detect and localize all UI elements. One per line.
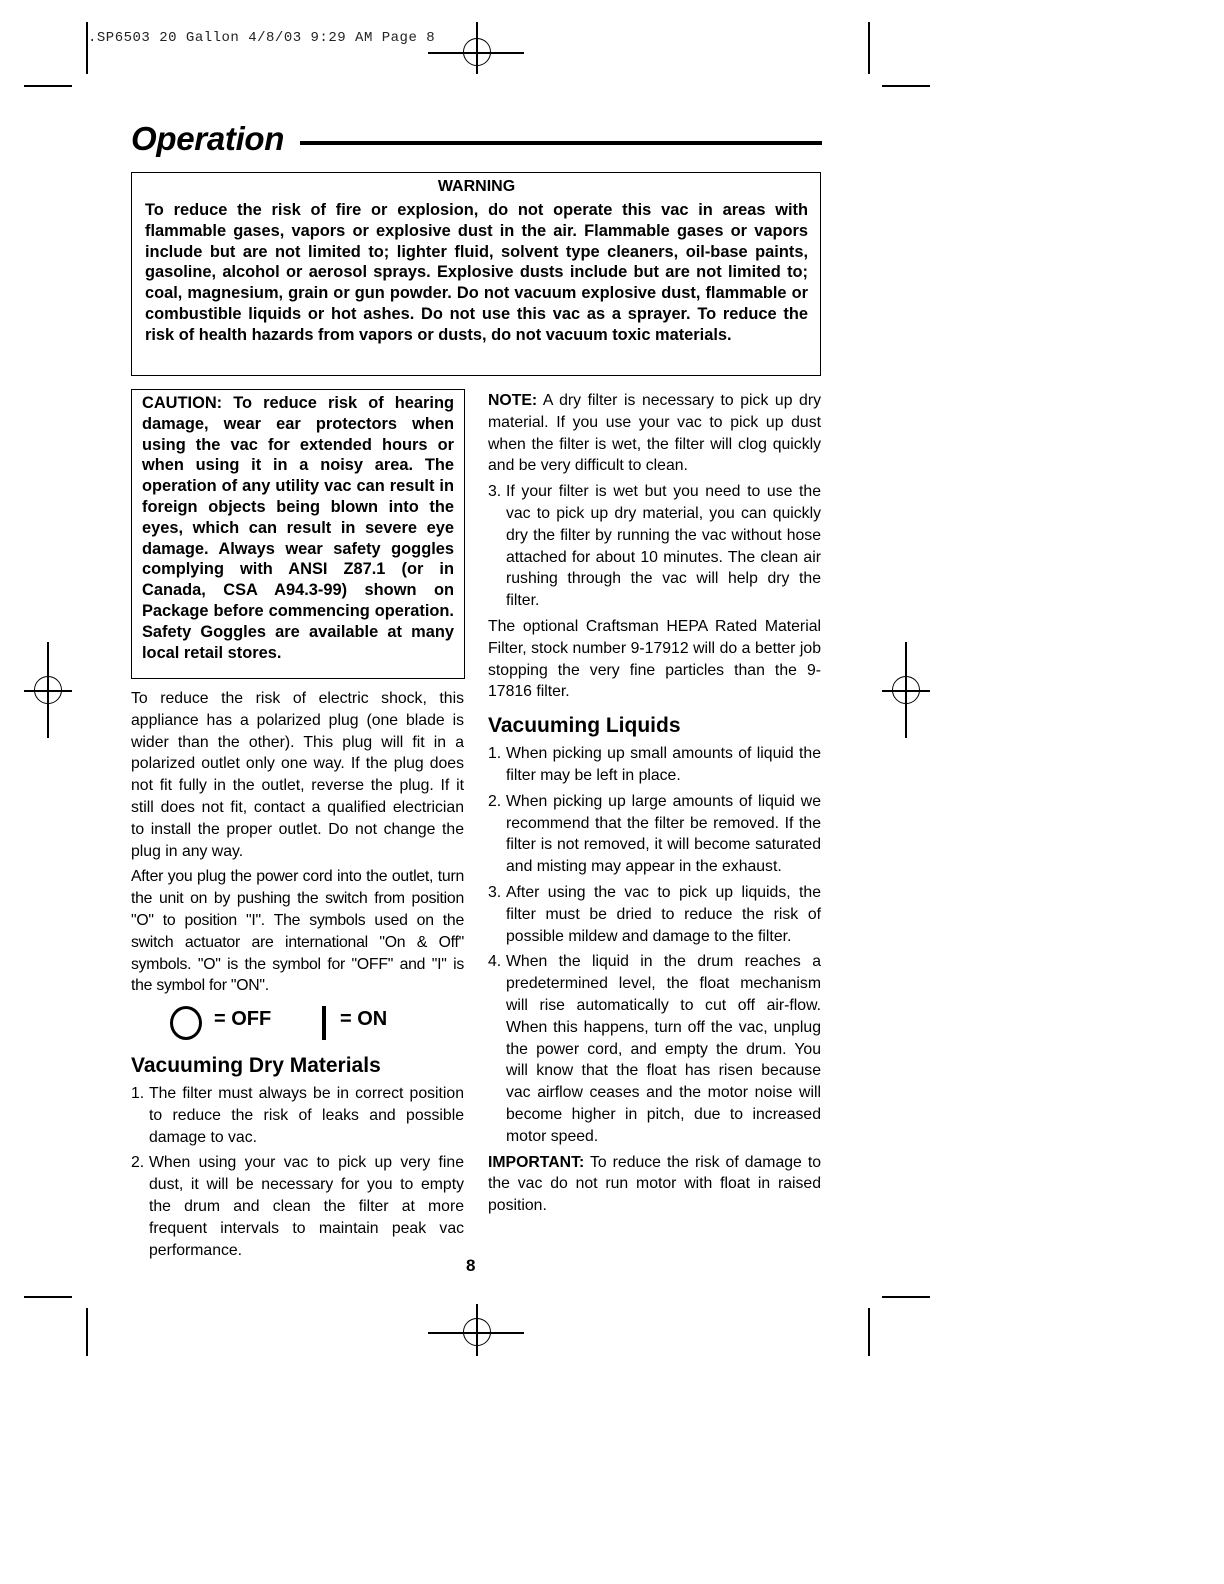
- switch-symbols: [170, 1004, 430, 1044]
- crop-mark-top-left-horizontal: [24, 85, 72, 87]
- crop-mark-top-right-vertical: [868, 22, 870, 74]
- right-column: [488, 390, 821, 1221]
- on-symbol-label: = ON: [340, 1008, 388, 1030]
- dry-materials-list: [131, 1083, 464, 1261]
- crop-mark-bottom-left-vertical: [86, 1308, 88, 1356]
- important-label: IMPORTANT:: [488, 1153, 585, 1171]
- caution-text: CAUTION: To reduce risk of hearing damage, wear ear protectors when using the vac for extended hours or when using it in a noisy area. The operation of any utility vac can result in foreign objects being blown into the eyes, which can result in severe eye damage. Always wear safety goggles complying with ANSI Z87.1 (or in Canada, CSA A94.3-99) shown on Package before commencing operation. Safety Goggles are available at many local retail stores.: [142, 394, 454, 662]
- title-rule: [300, 141, 822, 145]
- page-title: Operation: [131, 120, 285, 157]
- crop-mark-bottom-right-horizontal: [882, 1296, 930, 1298]
- important-paragraph: IMPORTANT: To reduce the risk of damage to the vac do not run motor with float in raised position.: [488, 1153, 821, 1215]
- hepa-paragraph: The optional Craftsman HEPA Rated Material Filter, stock number 9-17912 will do a better job stopping the very fine particles than the 9-17816 filter.: [488, 617, 821, 701]
- caution-box: [131, 389, 465, 679]
- dry-materials-heading: Vacuuming Dry Materials: [131, 1054, 381, 1077]
- list-item: 3. If your filter is wet but you need to use the vac to pick up dry material, you can quickly dry the filter by running the vac without hose attached for about 10 minutes. The clean air rushing through the vac will help dry the filter.: [488, 483, 821, 610]
- list-item: 3. After using the vac to pick up liquids, the filter must be dried to reduce the risk of possible mildew and damage to the filter.: [488, 883, 821, 945]
- list-item: 4. When the liquid in the drum reaches a predetermined level, the float mechanism will rise automatically to cut off air-flow. When this happens, turn off the vac, unplug the power cord, and empty the drum. You will know that the float has risen because vac airflow ceases and the motor noise will become higher in pitch, due to increased motor speed.: [488, 953, 821, 1145]
- note-paragraph: NOTE: A dry filter is necessary to pick up dry material. If you use your vac to pick up dust when the filter is wet, the filter will clog quickly and be very difficult to clean.: [488, 392, 821, 475]
- note-label: NOTE:: [488, 392, 538, 409]
- list-item: 1. When picking up small amounts of liquid the filter may be left in place.: [488, 745, 821, 784]
- page-number: 8: [466, 1256, 476, 1275]
- left-column: [131, 688, 464, 1001]
- dry-materials-section: [131, 1053, 464, 1265]
- warning-text: To reduce the risk of fire or explosion, do not operate this vac in areas with flammable gases, vapors or explosive dust in the air. Flammable gases or vapors include but are not limited to; lighter fluid, solvent type cleaners, oil-base paints, gasoline, alcohol or aerosol sprays. Explosive dusts include but are not limited to; coal, magnesium, grain or gun powder. Do not vacuum explosive dust, flammable or combustible liquids or hot ashes. Do not use this vac as a sprayer. To reduce the risk of health hazards from vapors or dusts, do not vacuum toxic materials.: [145, 201, 808, 344]
- vacuuming-liquids-heading: Vacuuming Liquids: [488, 714, 681, 738]
- off-symbol-label: = OFF: [214, 1008, 272, 1030]
- warning-heading: WARNING: [437, 178, 516, 195]
- crop-mark-bottom-left-horizontal: [24, 1296, 72, 1298]
- liquids-list: [488, 743, 821, 1147]
- list-item: 1. The filter must always be in correct position to reduce the risk of leaks and possible damage to vac.: [131, 1085, 464, 1146]
- crop-mark-top-right-horizontal: [882, 85, 930, 87]
- crop-mark-bottom-right-vertical: [868, 1308, 870, 1356]
- switch-paragraph: After you plug the power cord into the outlet, turn the unit on by pushing the switch from position "O" to position "I". The symbols used on the switch actuator are international "On & Off" symbols. "O" is the symbol for "OFF" and "I" is the symbol for "ON".: [131, 868, 464, 995]
- on-symbol-icon: [322, 1006, 326, 1040]
- off-symbol-icon: [170, 1006, 202, 1040]
- list-item: 2. When picking up large amounts of liquid we recommend that the filter be removed. If the filter is not removed, it will become saturated and misting may appear in the exhaust.: [488, 792, 821, 876]
- list-item: 2. When using your vac to pick up very fine dust, it will be necessary for you to empty the drum and clean the filter at more frequent intervals to maintain peak vac performance.: [131, 1154, 464, 1259]
- print-slug: .SP6503 20 Gallon 4/8/03 9:29 AM Page 8: [88, 30, 436, 46]
- shock-paragraph: To reduce the risk of electric shock, this appliance has a polarized plug (one blade is wider than the other). This plug will fit in a polarized outlet only one way. If the plug does not fit fully in the outlet, reverse the plug. If it still does not fit, contact a qualified electrician to install the proper outlet. Do not change the plug in any way.: [131, 690, 464, 860]
- warning-box: [131, 172, 821, 376]
- dry-materials-list-continued: [488, 481, 821, 612]
